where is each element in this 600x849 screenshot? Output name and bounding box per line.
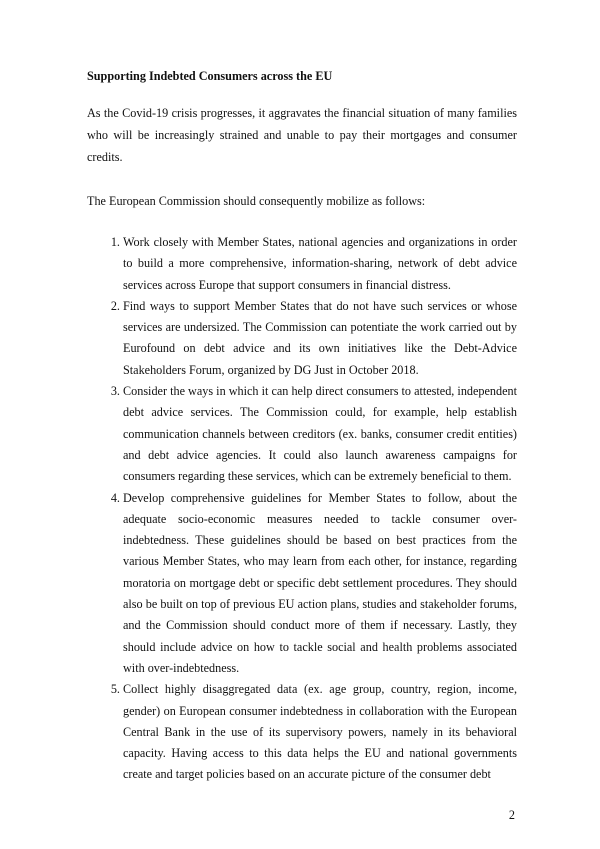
list-item: 3. Consider the ways in which it can help direct consumers to attested, independent debt advice services. The Commission could, for example, help establish communication channels between creditors (ex. banks, consumer credit entities) and debt advice agencies. It could also launch awareness campaigns for consumers regarding these services, which can be extremely beneficial to them. (123, 381, 517, 487)
recommendation-list (87, 232, 517, 786)
list-item: 1. Work closely with Member States, national agencies and organizations in order to build a more comprehensive, information-sharing, network of debt advice services across Europe that support consumers in financial distress. (123, 232, 517, 296)
section-title: Supporting Indebted Consumers across the EU (87, 69, 333, 83)
list-item: 4. Develop comprehensive guidelines for Member States to follow, about the adequate socio-economic measures needed to tackle consumer over-indebtedness. These guidelines should be based on best practices from the various Member States, who may learn from each other, for instance, regarding moratoria on mortgage debt or specific debt settlement procedures. They should also be built on top of previous EU action plans, studies and stakeholder forums, and the Commission should conduct more of them if necessary. Lastly, they should include advice on how to tackle social and health problems associated with over-indebtedness. (123, 488, 517, 680)
page-number: 2 (508, 808, 515, 822)
lead-in-paragraph: The European Commission should consequently mobilize as follows: (87, 194, 426, 208)
list-item: 2. Find ways to support Member States that do not have such services or whose services are undersized. The Commission can potentiate the work carried out by Eurofound on debt advice and its own initiatives like the Debt-Advice Stakeholders Forum, organized by DG Just in October 2018. (123, 296, 517, 381)
list-item: 5. Collect highly disaggregated data (ex. age group, country, region, income, gender) on European consumer indebtedness in collaboration with the European Central Bank in the use of its supervisory powers, namely in its behavioral capacity. Having access to this data helps the EU and national governments create and target policies based on an accurate picture of the consumer debt (123, 679, 517, 785)
intro-paragraph: As the Covid-19 crisis progresses, it aggravates the financial situation of many families who will be increasingly strained and unable to pay their mortgages and consumer credits. (87, 106, 517, 164)
